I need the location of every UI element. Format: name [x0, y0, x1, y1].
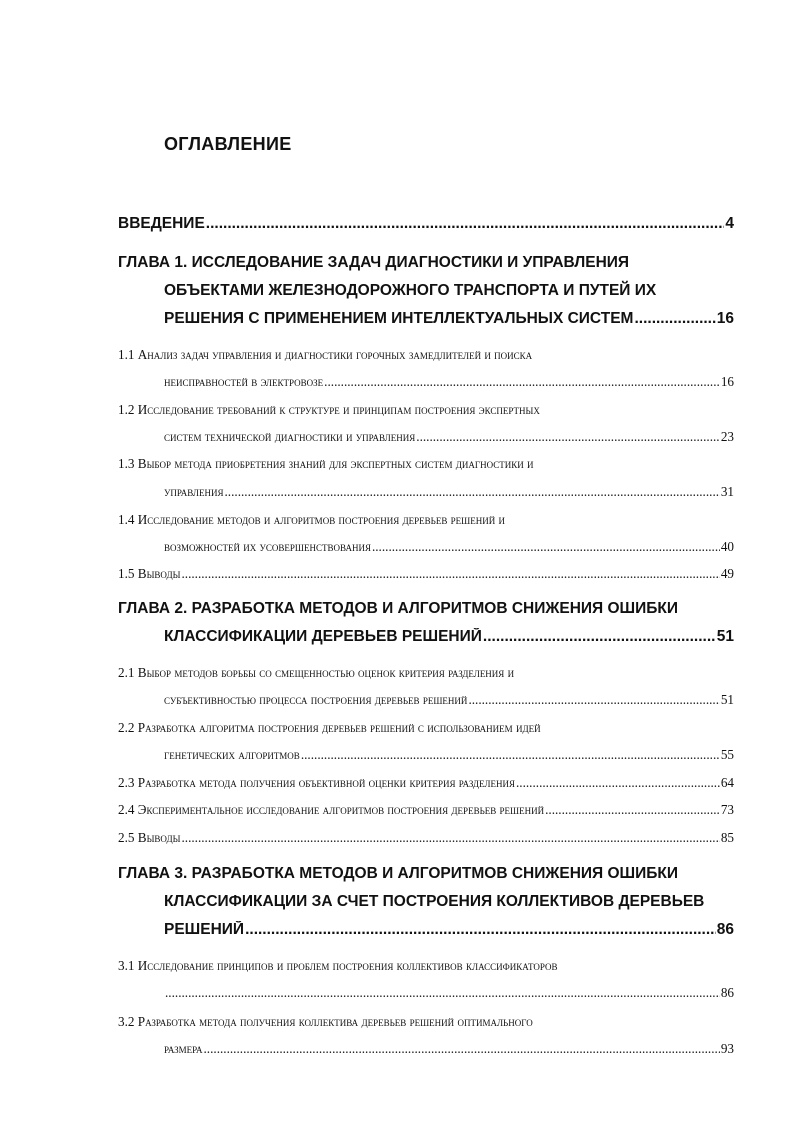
page-title: ОГЛАВЛЕНИЕ — [164, 134, 292, 154]
section-page: 23 — [720, 429, 734, 444]
section-page: 73 — [720, 802, 734, 817]
section-1-2-line-2[interactable] — [164, 429, 734, 445]
toc-entry-label: КЛАССИФИКАЦИИ ДЕРЕВЬЕВ РЕШЕНИЙ — [164, 628, 482, 645]
section-number: 3.1 — [118, 958, 135, 973]
section-title: Разработка алгоритма построения деревьев решений с использованием идей — [137, 720, 541, 735]
leader-dots — [372, 539, 720, 555]
section-1-3-line-2[interactable] — [164, 484, 734, 500]
section-title: Выводы — [137, 566, 181, 581]
leader-dots — [181, 830, 719, 846]
section-2-2-line-2[interactable] — [164, 747, 734, 763]
leader-dots — [165, 985, 720, 1001]
section-number: 2.4 — [118, 802, 135, 817]
section-number: 2.1 — [118, 665, 135, 680]
section-title: Разработка метода получения объективной оценки критерия разделения — [137, 775, 515, 790]
section-3-1-line-2[interactable] — [164, 985, 734, 1001]
toc-entry-page: 51 — [716, 628, 734, 645]
section-title: Анализ задач управления и диагностики горочных замедлителей и поиска — [137, 347, 533, 362]
section-page: 55 — [720, 747, 734, 762]
leader-dots — [483, 628, 716, 646]
chapter-1-title-line-2[interactable]: ОБЪЕКТАМИ ЖЕЛЕЗНОДОРОЖНОГО ТРАНСПОРТА И ПУТЕЙ ИХ — [164, 282, 657, 299]
section-title-cont: управления — [164, 484, 224, 499]
section-2-1-line-2[interactable] — [164, 692, 734, 708]
chapter-1-title-line-3[interactable] — [164, 310, 734, 328]
section-1-3-line-1[interactable] — [118, 456, 534, 472]
section-2-3[interactable] — [118, 775, 734, 791]
leader-dots — [545, 802, 720, 818]
leader-dots — [416, 429, 720, 445]
leader-dots — [245, 921, 716, 939]
section-page: 93 — [720, 1041, 734, 1056]
chapter-1-title-line-1[interactable]: ГЛАВА 1. ИССЛЕДОВАНИЕ ЗАДАЧ ДИАГНОСТИКИ И УПРАВЛЕНИЯ — [118, 254, 630, 271]
section-1-4-line-1[interactable] — [118, 512, 505, 528]
toc-entry-intro[interactable] — [118, 215, 734, 233]
section-page: 40 — [720, 539, 734, 554]
leader-dots — [301, 747, 720, 763]
section-1-1-line-1[interactable] — [118, 347, 532, 363]
section-number: 1.5 — [118, 566, 135, 581]
chapter-2-title-line-2[interactable] — [164, 628, 734, 646]
section-title-cont: генетических алгоритмов — [164, 747, 300, 762]
leader-dots — [204, 1041, 720, 1057]
section-3-2-line-2[interactable] — [164, 1041, 734, 1057]
section-number: 1.4 — [118, 512, 135, 527]
section-number: 1.2 — [118, 402, 135, 417]
leader-dots — [225, 484, 720, 500]
section-number: 1.3 — [118, 456, 135, 471]
section-page: 16 — [720, 374, 734, 389]
section-number: 2.2 — [118, 720, 135, 735]
section-page: 49 — [720, 566, 734, 581]
section-page: 86 — [720, 985, 734, 1000]
section-number: 1.1 — [118, 347, 135, 362]
section-title-cont: систем технической диагностики и управления — [164, 429, 416, 444]
toc-entry-page: 4 — [725, 215, 734, 232]
section-title: Экспериментальное исследование алгоритмов построения деревьев решений — [137, 802, 545, 817]
toc-entry-label: ВВЕДЕНИЕ — [118, 215, 205, 232]
chapter-3-title-line-3[interactable] — [164, 921, 734, 939]
section-title: Исследование методов и алгоритмов построения деревьев решений и — [137, 512, 505, 527]
section-number: 2.3 — [118, 775, 135, 790]
section-2-1-line-1[interactable] — [118, 665, 514, 681]
toc-entry-label: РЕШЕНИЙ — [164, 921, 245, 938]
section-2-2-line-1[interactable] — [118, 720, 541, 736]
section-title: Разработка метода получения коллектива деревьев решений оптимального — [137, 1014, 533, 1029]
section-title-cont: неисправностей в электровозе — [164, 374, 324, 389]
section-page: 51 — [720, 692, 734, 707]
section-number: 2.5 — [118, 830, 135, 845]
leader-dots — [468, 692, 719, 708]
section-page: 31 — [720, 484, 734, 499]
toc-entry-page: 16 — [716, 310, 734, 327]
leader-dots — [634, 310, 715, 328]
section-number: 3.2 — [118, 1014, 135, 1029]
section-page: 85 — [720, 830, 734, 845]
chapter-3-title-line-1[interactable]: ГЛАВА 3. РАЗРАБОТКА МЕТОДОВ И АЛГОРИТМОВ СНИЖЕНИЯ ОШИБКИ — [118, 865, 679, 882]
section-2-4[interactable] — [118, 802, 734, 818]
leader-dots — [181, 566, 719, 582]
section-title: Выбор методов борьбы со смещенностью оценок критерия разделения и — [137, 665, 515, 680]
toc-entry-label: РЕШЕНИЯ С ПРИМЕНЕНИЕМ ИНТЕЛЛЕКТУАЛЬНЫХ СИСТЕМ — [164, 310, 634, 327]
section-title: Исследование требований к структуре и принципам построения экспертных — [137, 402, 540, 417]
section-page: 64 — [720, 775, 734, 790]
toc-entry-page: 86 — [716, 921, 734, 938]
section-3-2-line-1[interactable] — [118, 1014, 533, 1030]
leader-dots — [206, 215, 725, 233]
section-3-1-line-1[interactable] — [118, 958, 557, 974]
section-title-cont: возможностей их усовершенствования — [164, 539, 371, 554]
section-title-cont: размера — [164, 1041, 203, 1056]
section-title: Выбор метода приобретения знаний для экспертных систем диагностики и — [137, 456, 534, 471]
section-2-5[interactable] — [118, 830, 734, 846]
section-1-5[interactable] — [118, 566, 734, 582]
section-1-2-line-1[interactable] — [118, 402, 540, 418]
chapter-2-title-line-1[interactable]: ГЛАВА 2. РАЗРАБОТКА МЕТОДОВ И АЛГОРИТМОВ СНИЖЕНИЯ ОШИБКИ — [118, 600, 679, 617]
section-title: Исследование принципов и проблем построения коллективов классификаторов — [137, 958, 558, 973]
section-title-cont: субъективностью процесса построения деревьев решений — [164, 692, 468, 707]
leader-dots — [516, 775, 720, 791]
section-title: Выводы — [137, 830, 181, 845]
leader-dots — [324, 374, 720, 390]
section-1-4-line-2[interactable] — [164, 539, 734, 555]
chapter-3-title-line-2[interactable]: КЛАССИФИКАЦИИ ЗА СЧЕТ ПОСТРОЕНИЯ КОЛЛЕКТИВОВ ДЕРЕВЬЕВ — [164, 893, 705, 910]
section-1-1-line-2[interactable] — [164, 374, 734, 390]
